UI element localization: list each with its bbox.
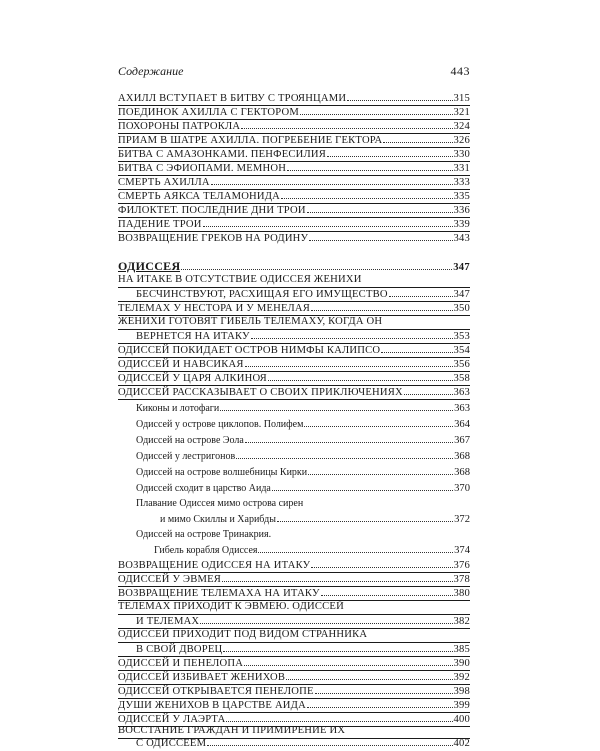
toc-subentry-title: Киконы и лотофаги (136, 403, 220, 414)
toc-entry-title: ОДИССЕЙ РАССКАЗЫВАЕТ О СВОИХ ПРИКЛЮЧЕНИЯХ (118, 387, 403, 398)
toc-entry-title: ВОЗВРАЩЕНИЕ ГРЕКОВ НА РОДИНУ (118, 233, 309, 244)
page-number: 443 (450, 64, 470, 78)
toc-entry (118, 273, 470, 288)
toc-entry-title: БИТВА С АМАЗОНКАМИ. ПЕНФЕСИЛИЯ (118, 149, 326, 160)
toc-subentry-page: 368 (454, 451, 470, 462)
toc-entry-title: В СВОЙ ДВОРЕЦ (136, 644, 223, 655)
toc-entry-title: БИТВА С ЭФИОПАМИ. МЕМНОН (118, 163, 287, 174)
toc-entry-page: 398 (453, 686, 470, 697)
toc-entry (118, 684, 470, 699)
toc-entry-title: ОДИССЕЙ У ЛАЭРТА (118, 714, 226, 725)
toc-entry-page: 390 (453, 658, 470, 669)
toc-entry (118, 315, 470, 330)
toc-subentry-title: Гибель корабля Одиссея (154, 545, 258, 556)
toc-entry-page: 347 (453, 289, 470, 300)
toc-entry (118, 231, 470, 245)
toc-subentry (118, 497, 470, 511)
toc-entry-page: 358 (453, 373, 470, 384)
toc-entry-page: 324 (453, 121, 470, 132)
toc-entry-title: ВОЗВРАЩЕНИЕ ТЕЛЕМАХА НА ИТАКУ (118, 588, 320, 599)
toc-entry-page: 315 (453, 93, 470, 104)
toc-entry-title: ВЕРНЕТСЯ НА ИТАКУ (136, 331, 250, 342)
toc-entry-page: 326 (453, 135, 470, 146)
toc-entry-title: ФИЛОКТЕТ. ПОСЛЕДНИЕ ДНИ ТРОИ (118, 205, 306, 216)
toc-subentry-title: и мимо Скиллы и Харибды (160, 514, 276, 525)
toc-entry-title: ДУШИ ЖЕНИХОВ В ЦАРСТВЕ АИДА (118, 700, 306, 711)
toc-entry-page: 330 (453, 149, 470, 160)
toc-entry (118, 357, 470, 372)
toc-entry-title: ОДИССЕЙ У ЭВМЕЯ (118, 574, 222, 585)
toc-entry-page: 335 (453, 191, 470, 202)
toc-entry-title: СМЕРТЬ АЯКСА ТЕЛАМОНИДА (118, 191, 281, 202)
toc-entry-title: ОДИССЕЙ ИЗБИВАЕТ ЖЕНИХОВ (118, 672, 286, 683)
toc-entry (118, 329, 470, 344)
toc-subentry (118, 512, 470, 526)
toc-subentry (118, 543, 470, 557)
toc-entry (118, 600, 470, 615)
toc-entry (118, 147, 470, 162)
toc-entry (118, 558, 470, 573)
toc-subentry (118, 465, 470, 479)
toc-entry (118, 586, 470, 601)
toc-entry-title: ОДИССЕЙ ПРИХОДИТ ПОД ВИДОМ СТРАННИКА (118, 629, 368, 640)
toc-subentry-title: Одиссей на острове волшебницы Кирки (136, 467, 308, 478)
toc-entry-title: АХИЛЛ ВСТУПАЕТ В БИТВУ С ТРОЯНЦАМИ (118, 93, 347, 104)
toc-subentry (118, 417, 470, 431)
toc-subentry-page: 370 (454, 483, 470, 494)
toc-entry (118, 670, 470, 685)
toc-entry-page: 392 (453, 672, 470, 683)
toc-entry (118, 343, 470, 358)
toc-entry-title: ТЕЛЕМАХ ПРИХОДИТ К ЭВМЕЮ. ОДИССЕЙ (118, 601, 344, 612)
toc-entry (118, 105, 470, 120)
toc-entry-page: 400 (453, 714, 470, 725)
toc-entry (118, 642, 470, 657)
toc-subentry (118, 528, 470, 542)
toc-entry-title: ПОЕДИНОК АХИЛЛА С ГЕКТОРОМ (118, 107, 299, 118)
toc-subentry-title: Плавание Одиссея мимо острова сирен (136, 498, 304, 509)
toc-entry-title: ВОЗВРАЩЕНИЕ ОДИССЕЯ НА ИТАКУ (118, 560, 311, 571)
toc-entry-page: 353 (453, 331, 470, 342)
toc-subentry-title: Одиссей на острове Эола (136, 435, 244, 446)
toc-entry-page: 378 (453, 574, 470, 585)
toc-entry (118, 572, 470, 587)
toc-entry (118, 203, 470, 218)
section-heading-page: 347 (453, 262, 470, 273)
toc-subentry-page: 372 (454, 514, 470, 525)
toc-subentry (118, 401, 470, 415)
toc-subentry-title: Одиссей у лестригонов (136, 451, 236, 462)
toc-entry-page: 402 (453, 738, 470, 749)
toc-entry-title: ПАДЕНИЕ ТРОИ (118, 219, 202, 230)
toc-entry (118, 189, 470, 204)
toc-subentry-page: 363 (454, 403, 470, 414)
toc-entry-title: СМЕРТЬ АХИЛЛА (118, 177, 210, 188)
section-heading-odyssey (118, 259, 470, 273)
toc-entry-title: ОДИССЕЙ ОТКРЫВАЕТСЯ ПЕНЕЛОПЕ (118, 686, 314, 697)
toc-entry-title: ВОССТАНИЕ ГРАЖДАН И ПРИМИРЕНИЕ ИХ (118, 725, 346, 736)
toc-entry-page: 399 (453, 700, 470, 711)
toc-entry (118, 698, 470, 713)
toc-entry (118, 133, 470, 148)
toc-entry (118, 91, 470, 106)
toc-entry (118, 287, 470, 302)
toc-entry (118, 628, 470, 643)
toc-entry-title: НА ИТАКЕ В ОТСУТСТВИЕ ОДИССЕЯ ЖЕНИХИ (118, 274, 362, 285)
toc-subentry-title: Одиссей сходит в царство Аида (136, 483, 271, 494)
toc-entry-title: ОДИССЕЙ У ЦАРЯ АЛКИНОЯ (118, 373, 267, 384)
toc-entry-title: БЕСЧИНСТВУЮТ, РАСХИЩАЯ ЕГО ИМУЩЕСТВО (136, 289, 388, 300)
toc-entry-page: 339 (453, 219, 470, 230)
toc-entry (118, 736, 470, 748)
toc-entry-title: ОДИССЕЙ И ПЕНЕЛОПА (118, 658, 244, 669)
toc-entry-page: 333 (453, 177, 470, 188)
toc-entry-page: 356 (453, 359, 470, 370)
toc-entry (118, 119, 470, 134)
toc-entry-title: ПОХОРОНЫ ПАТРОКЛА (118, 121, 241, 132)
toc-subentry-title: Одиссей на острове Тринакрия. (136, 529, 272, 540)
toc-entry-title: С ОДИССЕЕМ (136, 738, 207, 749)
toc-subentry-page: 368 (454, 467, 470, 478)
toc-entry-title: ПРИАМ В ШАТРЕ АХИЛЛА. ПОГРЕБЕНИЕ ГЕКТОРА (118, 135, 383, 146)
toc-subentry-title: Одиссей у острове циклопов. Полифем (136, 419, 304, 430)
toc-entry (118, 175, 470, 190)
toc-entry (118, 614, 470, 629)
toc-entry-title: ОДИССЕЙ ПОКИДАЕТ ОСТРОВ НИМФЫ КАЛИПСО (118, 345, 381, 356)
toc-subentry-page: 367 (454, 435, 470, 446)
toc-entry-page: 321 (453, 107, 470, 118)
toc-entry-page: 336 (453, 205, 470, 216)
toc-entry (118, 371, 470, 386)
toc-entry-title: И ТЕЛЕМАХ (136, 616, 200, 627)
toc-subentry (118, 433, 470, 447)
toc-entry-page: 363 (453, 387, 470, 398)
toc-subentry-page: 364 (454, 419, 470, 430)
toc-entry-title: ТЕЛЕМАХ У НЕСТОРА И У МЕНЕЛАЯ (118, 303, 311, 314)
toc-entry-title: ЖЕНИХИ ГОТОВЯТ ГИБЕЛЬ ТЕЛЕМАХУ, КОГДА ОН (118, 316, 383, 327)
toc-entry-page: 331 (453, 163, 470, 174)
toc-entry-page: 385 (453, 644, 470, 655)
toc-entry-title: ОДИССЕЙ И НАВСИКАЯ (118, 359, 244, 370)
toc-subentry-page: 374 (454, 545, 470, 556)
toc-entry (118, 217, 470, 232)
toc-entry-page: 382 (453, 616, 470, 627)
toc-entry (118, 656, 470, 671)
toc-entry-page: 354 (453, 345, 470, 356)
toc-entry-page: 380 (453, 588, 470, 599)
toc-entry-page: 343 (453, 233, 470, 244)
toc-entry-page: 376 (453, 560, 470, 571)
toc-entry (118, 301, 470, 316)
section-heading-title: ОДИССЕЯ (118, 259, 181, 273)
toc-entry (118, 385, 470, 400)
toc-subentry (118, 449, 470, 463)
toc-entry-page: 350 (453, 303, 470, 314)
toc-entry (118, 161, 470, 176)
running-head: Содержание (118, 64, 184, 78)
toc-subentry (118, 481, 470, 495)
